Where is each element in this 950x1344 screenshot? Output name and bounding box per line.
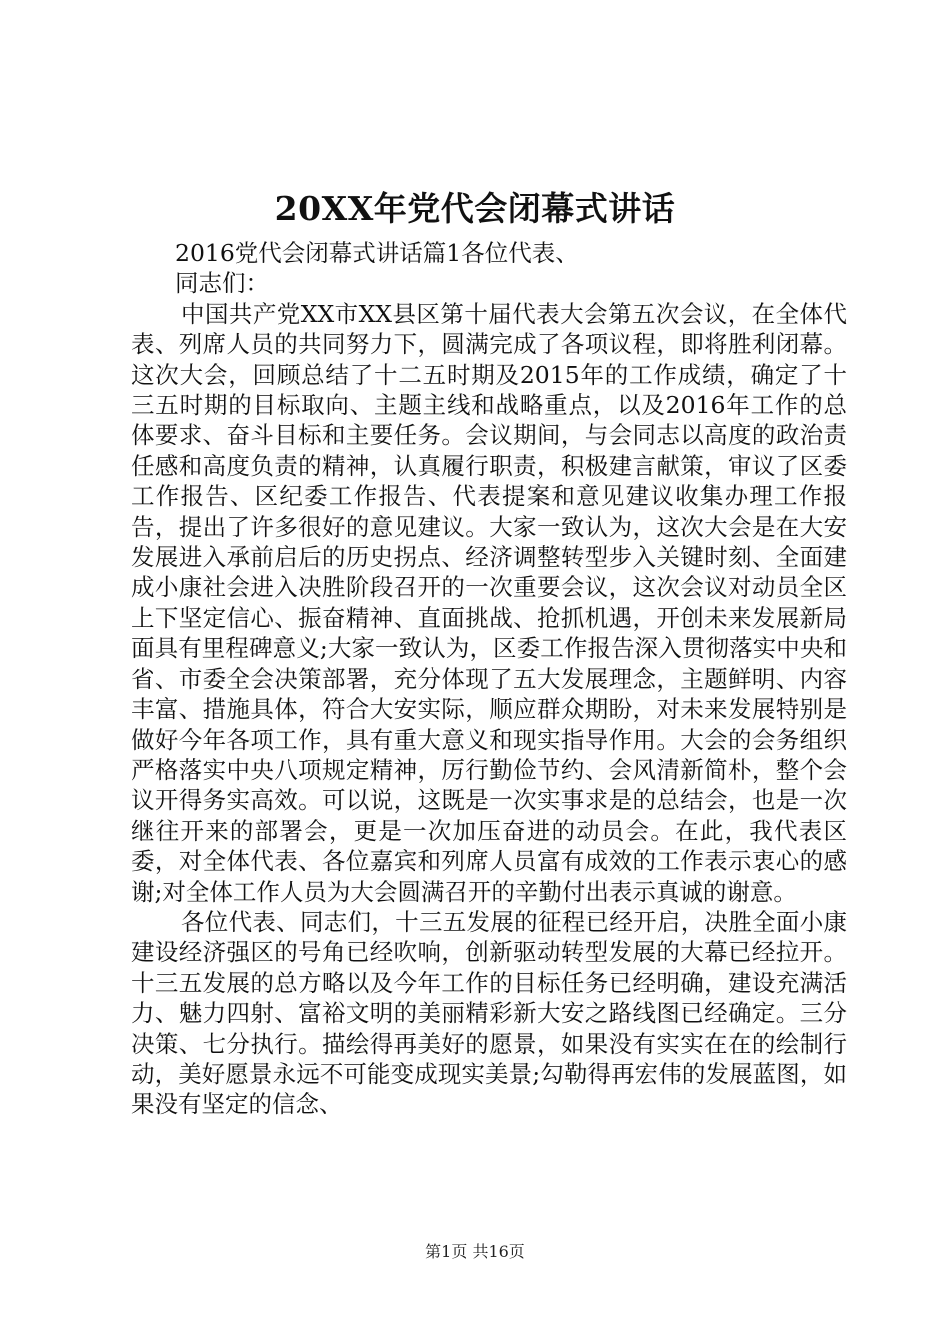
intro-line-2: 同志们：: [175, 269, 269, 298]
intro-line-1: 2016党代会闭幕式讲话篇1各位代表、: [175, 239, 579, 267]
page-footer: 第1页 共16页: [425, 1242, 525, 1261]
paragraph-1: 中国共产党XX市XX县区第十届代表大会第五次会议，在全体代表、列席人员的共同努力下，圆满完成了各项议程，即将胜利闭幕。这次大会，回顾总结了十二五时期及2015年的工作成绩，确定了十三五时期的目标取向、主题主线和战略重点，以及2016年工作的总体要求、奋斗目标和主要任务。会议期间，与会同志以高度的政治责任感和高度负责的精神，认真履行职责，积极建言献策，审议了区委工作报告、区纪委工作报告、代表提案和意见建议收集办理工作报告，提出了许多很好的意见建议。大家一致认为，这次大会是在大安发展进入承前启后的历史拐点、经济调整转型步入关键时刻、全面建成小康社会进入决胜阶段召开的一次重要会议，这次会议对动员全区上下坚定信心、振奋精神、直面挑战、抢抓机遇，开创未来发展新局面具有里程碑意义;大家一致认为，区委工作报告深入贯彻落实中央和省、市委全会决策部署，充分体现了五大发展理念，主题鲜明、内容丰富、措施具体，符合大安实际，顺应群众期盼，对未来发展特别是做好今年各项工作，具有重大意义和现实指导作用。大会的会务组织严格落实中央八项规定精神，厉行勤俭节约、会风清新简朴，整个会议开得务实高效。可以说，这既是一次实事求是的总结会，也是一次继往开来的部署会，更是一次加压奋进的动员会。在此，我代表区委，对全体代表、各位嘉宾和列席人员富有成效的工作表示衷心的感谢;对全体工作人员为大会圆满召开的辛勤付出表示真诚的谢意。: [131, 299, 847, 906]
document-body: [131, 238, 847, 1120]
paragraph-2: 各位代表、同志们，十三五发展的征程已经开启，决胜全面小康建设经济强区的号角已经吹响，创新驱动转型发展的大幕已经拉开。十三五发展的总方略以及今年工作的目标任务已经明确，建设充满活力、魅力四射、富裕文明的美丽精彩新大安之路线图已经确定。三分决策、七分执行。描绘得再美好的愿景，如果没有实实在在的绘制行动，美好愿景永远不可能变成现实美景;勾勒得再宏伟的发展蓝图，如果没有坚定的信念、: [131, 907, 847, 1119]
document-title: 20XX年党代会闭幕式讲话: [274, 189, 676, 228]
